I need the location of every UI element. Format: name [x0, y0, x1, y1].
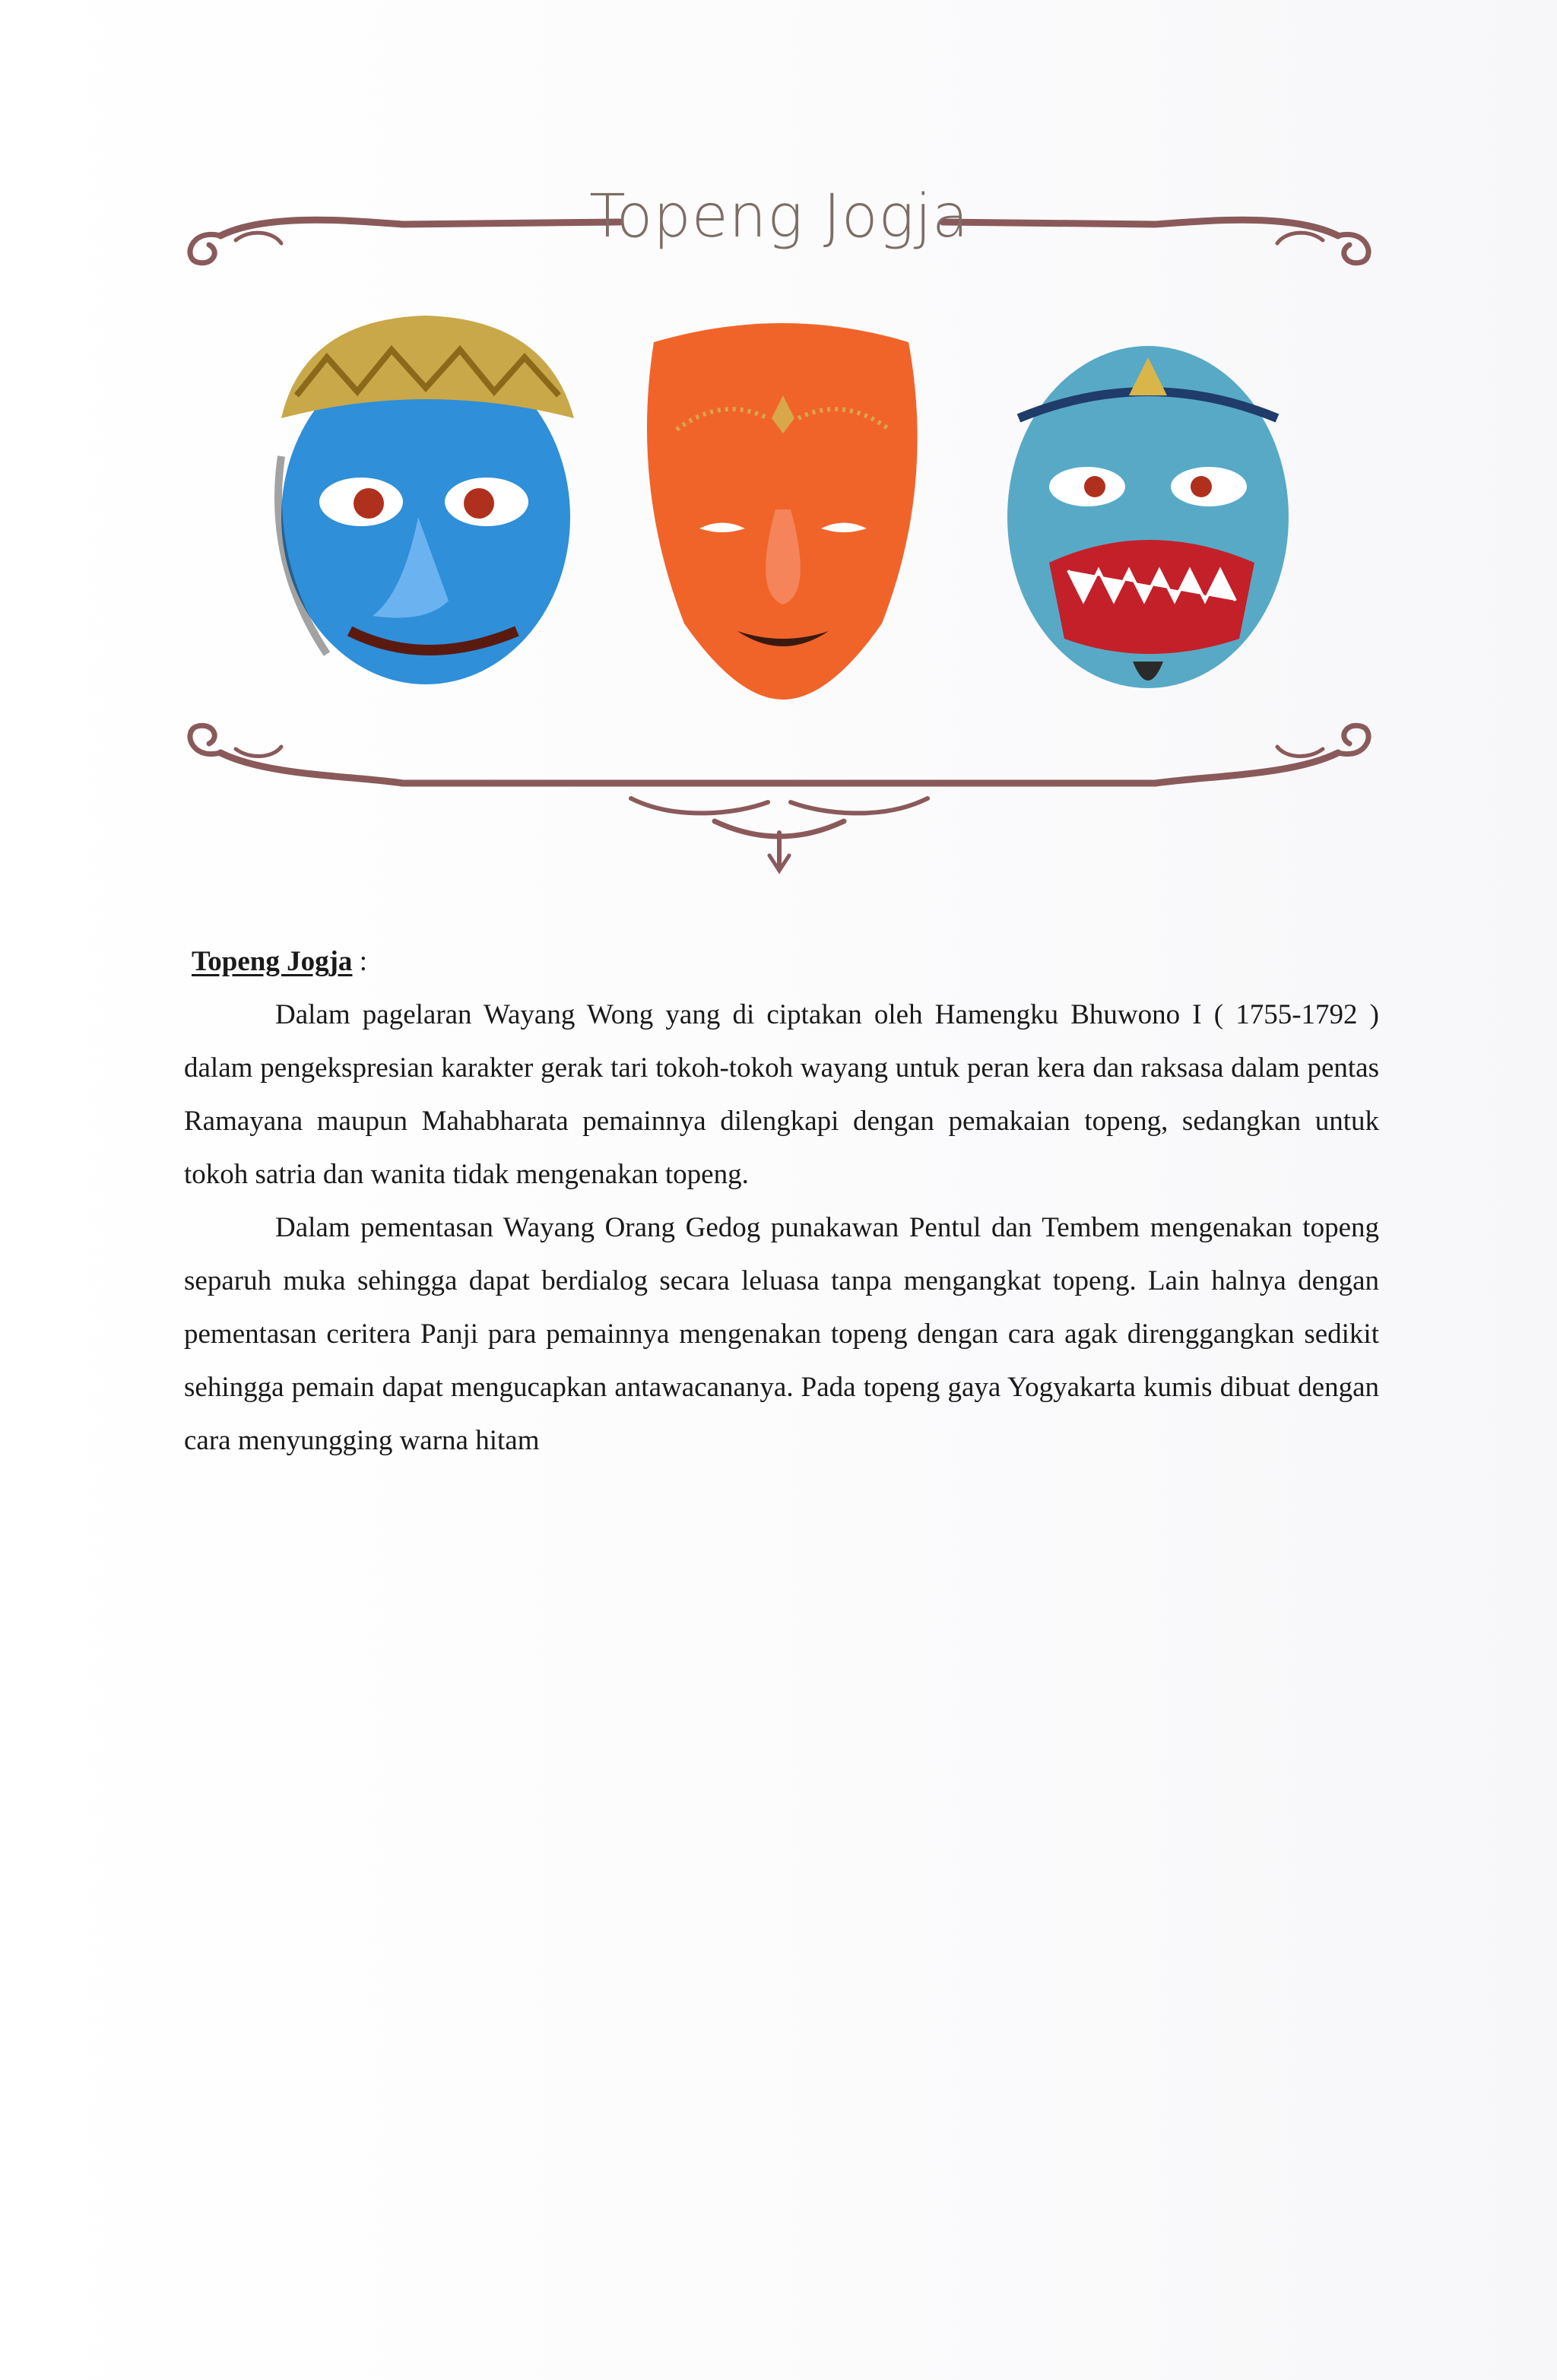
- bottom-ornament-border: [190, 725, 1368, 871]
- topeng-jogja-banner: [175, 167, 1384, 882]
- article-heading-colon: :: [352, 946, 367, 977]
- banner-title: Topeng Jogja: [589, 182, 969, 251]
- teal-fanged-mask: [1007, 346, 1289, 688]
- blue-demon-mask: [278, 316, 574, 684]
- article-heading-text: Topeng Jogja: [192, 946, 353, 977]
- article-heading: [192, 935, 1379, 988]
- article-body: [184, 935, 1379, 1468]
- orange-smiling-mask: [647, 323, 918, 700]
- paragraph-1: Dalam pagelaran Wayang Wong yang di ciptakan oleh Hamengku Bhuwono I ( 1755-1792 ) dalam pengekspresian karakter gerak tari tokoh-tokoh wayang untuk peran kera dan raksasa dalam pentas Ramayana maupun Mahabharata pemainnya dilengkapi dengan pemakaian topeng, sedangkan untuk tokoh satria dan wanita tidak mengenakan topeng.: [184, 999, 1379, 1190]
- paragraph-2: Dalam pementasan Wayang Orang Gedog punakawan Pentul dan Tembem mengenakan topeng separuh muka sehingga dapat berdialog secara leluasa tanpa mengangkat topeng. Lain halnya dengan pementasan ceritera Panji para pemainnya mengenakan topeng dengan cara agak direnggangkan sedikit sehingga pemain dapat mengucapkan antawacananya. Pada topeng gaya Yogyakarta kumis dibuat dengan cara menyungging warna hitam: [184, 1212, 1379, 1456]
